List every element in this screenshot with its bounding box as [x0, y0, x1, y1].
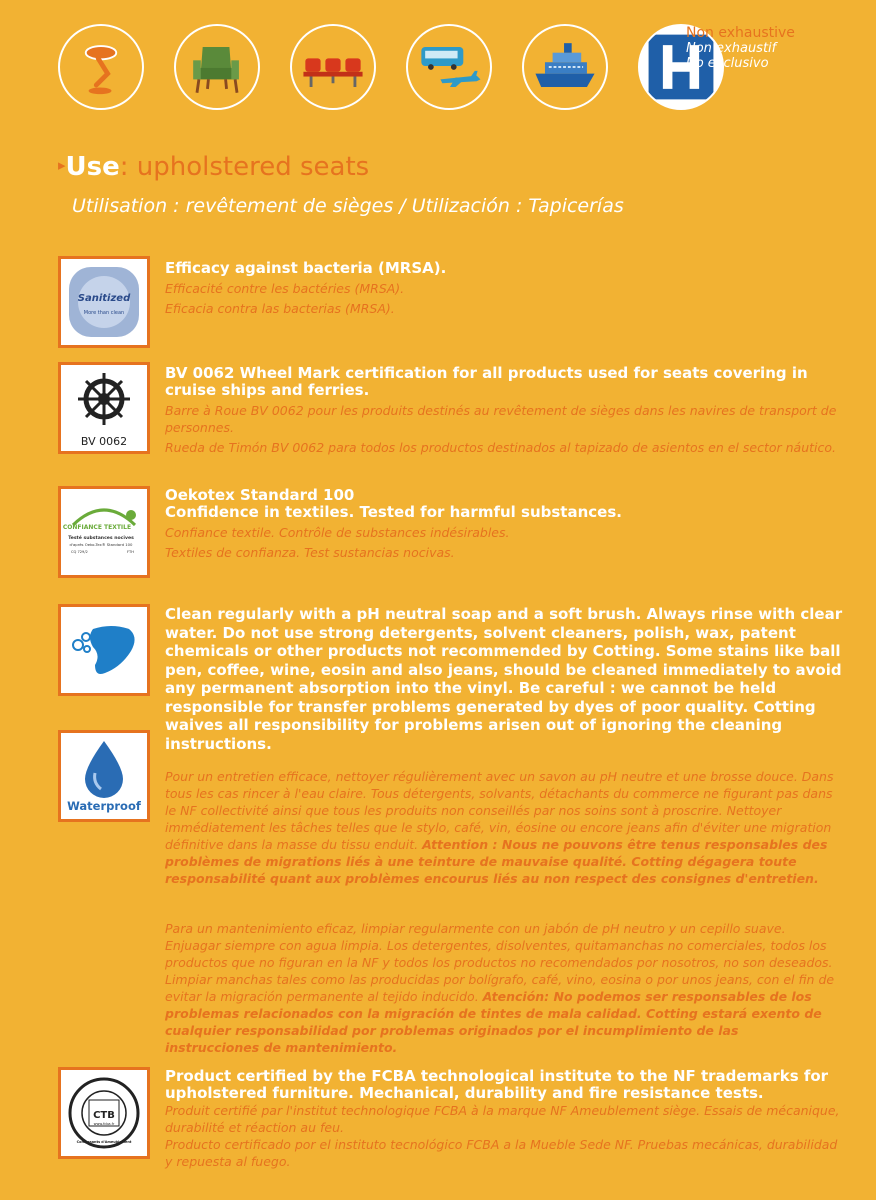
oeko-badge-title: CONFIANCE TEXTILE — [62, 524, 132, 531]
oeko-badge-line1: Testé substances nocives — [68, 536, 134, 541]
sanitized-badge-text: Sanitized — [77, 293, 131, 304]
mrsa-es: Eficacia contra las bacterias (MRSA). — [165, 301, 395, 316]
non-exhaustive-fr: Non exhaustif — [686, 41, 777, 56]
clean-en: Clean regularly with a pH neutral soap and a soft brush. Always rinse with clear water. Do not use strong detergents, solvent cleaners, polish, wax, patent chemicals or other products not recommended by Cotting. Some stains like ball pen, coffee, wine, eosin and also jeans, should be cleaned immediately to avoid any permanent absorption into the vinyl. Be careful : we cannot be held responsible for transfer problems generated by dyes of poor quality. Cotting waives all responsibility for problems arisen out of ignoring the cleaning instructions. — [165, 605, 843, 753]
bv-en: BV 0062 Wheel Mark certification for all products used for seats covering in cruise ships and ferries. — [165, 364, 808, 399]
mrsa-fr: Efficacité contre les bactéries (MRSA). — [165, 281, 405, 296]
ship-wheel-icon — [58, 362, 150, 454]
clean-es-body: Para un mantenimiento eficaz, limpiar regularmente con un jabón de pH neutro y un cepillo suave. Enjuagar siempre con agua limpia. Los detergentes, disolventes, quitamanchas no comerciales, todos los productos que no figuran en la NF y todos los productos no recomendados por nosotros, no son deseados. Limpiar manchas tales como las producidas por bolígrafo, café, vino, eosina o por unos jeans, con el fin de evitar la migración permanente al tejido inducido. — [165, 921, 835, 1004]
use-subtitle: Utilisation : revêtement de sièges / Utilización : Tapicerías — [72, 195, 624, 217]
oeko-en-title: Oekotex Standard 100 — [165, 486, 355, 504]
fcba-en: Product certified by the FCBA technological institute to the NF trademarks for upholstered furniture. Mechanical, durability and fire resistance tests. — [165, 1067, 829, 1102]
use-heading — [58, 152, 369, 182]
cruise-ship-icon — [522, 24, 608, 110]
oeko-fr: Confiance textile. Contrôle de substances indésirables. — [165, 525, 510, 540]
oekotex-icon — [58, 486, 150, 578]
non-exhaustive-note — [686, 26, 795, 71]
sanitized-icon — [58, 256, 150, 348]
fcba-fr: Produit certifié par l'institut technologique FCBA à la marque NF Ameublement siège. Essais de mécanique, durabilité et réaction au feu. — [165, 1103, 840, 1135]
bus-plane-icon — [406, 24, 492, 110]
arrow-icon: ▸ — [58, 156, 66, 174]
clean-es-warning: Atención: No podemos ser responsables de los problemas relacionados con la migración de tintes de mala calidad. Cotting estará exento de cualquier responsabilidad por problemas originados por el incumplimiento de las instrucciones de mantenimiento. — [165, 989, 822, 1055]
oeko-en: Confidence in textiles. Tested for harmful substances. — [165, 503, 622, 521]
mrsa-en: Efficacy against bacteria (MRSA). — [165, 259, 447, 277]
clean-fr-body: Pour un entretien efficace, nettoyer régulièrement avec un savon au pH neutre et une brosse douce. Dans tous les cas rincer à l'eau claire. Tous détergents, solvants, détachants du commerce ne figurant pas dans le NF collectivité ainsi que tous les produits non conseillés par nos soins sont à proscrire. Nettoyer immédiatement les tâches telles que le stylo, café, vin, éosine ou encore jeans afin d'éviter une migration définitive dans la masse du tissu enduit. — [165, 769, 834, 852]
non-exhaustive-en: Non exhaustive — [686, 25, 795, 41]
bv-text — [165, 365, 845, 456]
ctb-stamp-url: www.fcba.fr — [93, 1122, 115, 1126]
oeko-badge-line2: d'après Oeko-Tex® Standard 100 — [69, 542, 133, 547]
fcba-text — [165, 1068, 845, 1170]
waiting-seats-icon — [290, 24, 376, 110]
lamp-icon — [58, 24, 144, 110]
non-exhaustive-es: No exclusivo — [686, 56, 769, 71]
waterproof-label: Waterproof — [67, 799, 141, 813]
clean-es — [165, 920, 835, 1056]
water-drop-icon — [58, 730, 150, 822]
clean-fr-warning: Attention : Nous ne pouvons être tenus responsables des problèmes de migrations liés à une teinture de mauvaise qualité. Cotting dégagera toute responsabilité quant aux problèmes encourus liés au non respect des consignes d'entretien. — [165, 837, 828, 886]
clean-fr — [165, 768, 835, 887]
oeko-badge-code: CQ 729/2 — [71, 550, 88, 554]
oeko-text — [165, 487, 845, 561]
bv-es: Rueda de Timón BV 0062 para todos los productos destinados al tapizado de asientos en el sector náutico. — [165, 440, 836, 455]
cleaning-icon — [58, 604, 150, 696]
use-value: : upholstered seats — [119, 152, 370, 182]
fcba-es: Producto certificado por el instituto tecnológico FCBA a la Mueble Sede NF. Pruebas mecánicas, durabilidad y repuesta al fuego. — [165, 1137, 838, 1169]
bv-fr: Barre à Roue BV 0062 pour les produits destinés au revêtement de sièges dans les navires de transport de personnes. — [165, 403, 837, 435]
oeko-badge-inst: FTH — [127, 550, 134, 554]
oeko-es: Textiles de confianza. Test sustancias nocivas. — [165, 545, 455, 560]
ctb-stamp-icon — [58, 1067, 150, 1159]
bv-label: BV 0062 — [80, 435, 128, 448]
ctb-stamp-ring: Composants d'Ameublement — [76, 1140, 132, 1144]
sanitized-badge-sub: More than clean — [83, 310, 125, 316]
armchair-icon — [174, 24, 260, 110]
ctb-stamp-text: CTB — [93, 1110, 115, 1121]
use-label: Use — [65, 152, 120, 182]
mrsa-text — [165, 260, 845, 317]
